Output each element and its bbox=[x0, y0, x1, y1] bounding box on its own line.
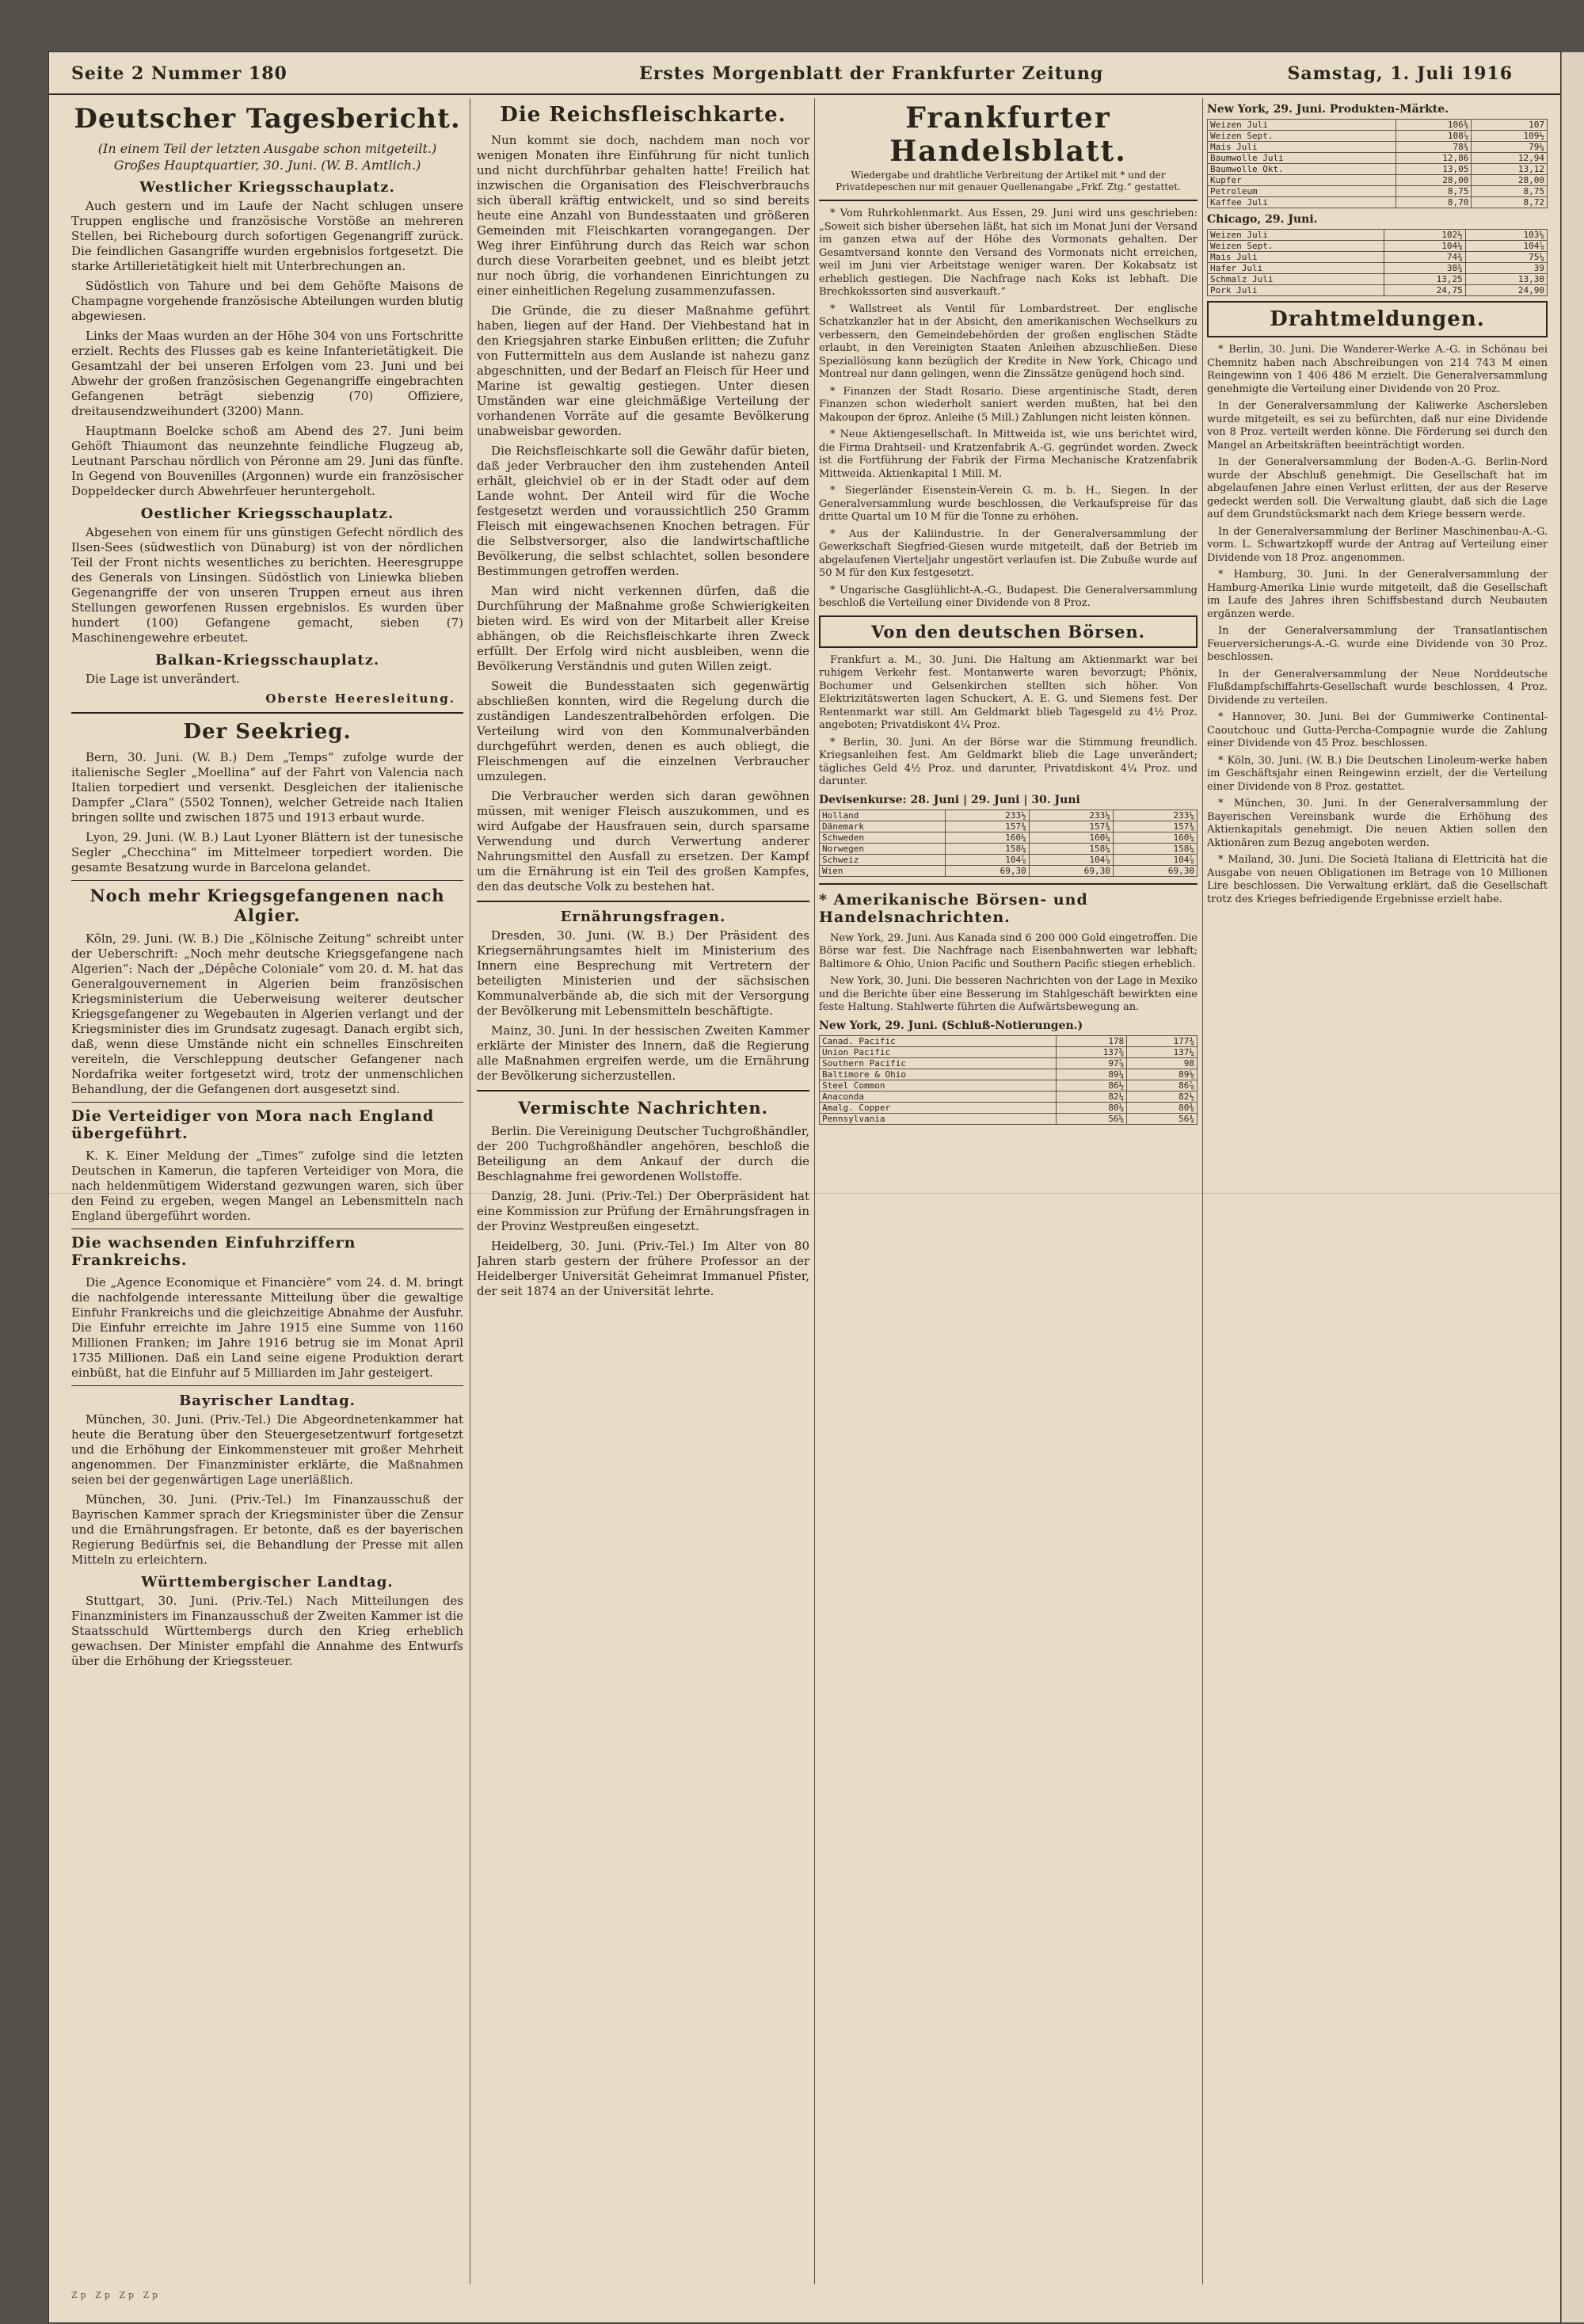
paragraph: * Neue Aktiengesellschaft. In Mittweida ist, wie uns berichtet wird, die Firma Drahtseil- und Kratzenfabrik A.-G. gegründet worden. Zweck ist die Fortführung der Fabrik der Firma Mechanische Kratzenfabrik Mittweida. Aktienkapital 1 Mill. M. bbox=[819, 429, 1198, 480]
paragraph: * Berlin, 30. Juni. An der Börse war die Stimmung freundlich. Kriegsanleihen fest. Am Geldmarkt blieb die Lage unverändert; tägliches Geld 4½ Proz. und darunter, Privatdiskont 4¼ Proz. und darunter. bbox=[819, 736, 1198, 787]
table-row bbox=[820, 1091, 1198, 1102]
table-cell: 12,86 bbox=[1396, 153, 1472, 164]
boxed-heading bbox=[819, 615, 1198, 648]
section-heading-west: Westlicher Kriegsschauplatz. bbox=[139, 179, 395, 196]
paragraph: Bern, 30. Juni. (W. B.) Dem „Temps“ zufolge wurde der italienische Segler „Moellina“ auf der Fahrt von Valencia nach Italien torpediert und versenkt. Desgleichen der italienische Dampfer „Clara“ (5502 Tonnen), welcher Getreide nach Italien bringen sollte und zwischen 1875 und 1913 erbaut wurde. bbox=[71, 750, 463, 825]
table-cell: Amalg. Copper bbox=[820, 1102, 1057, 1113]
table-cell: Schmalz Juli bbox=[1208, 274, 1384, 285]
paragraph: * Siegerländer Eisenstein-Verein G. m. b. H., Siegen. In der Generalversammlung wurde beschlossen, die Verkaufspreise für das dritte Quartal um 10 M für die Tonne zu erhöhen. bbox=[819, 485, 1198, 523]
paragraph: * Hamburg, 30. Juni. In der Generalversammlung der Hamburg-Amerika Linie wurde mitgeteilt, daß die Gesellschaft im Laufe des Jahres ihren Schiffsbestand durch Neubauten ergänzen werde. bbox=[1207, 569, 1548, 620]
table-cell: 108⅞ bbox=[1396, 131, 1472, 142]
table-cell: 82½ bbox=[1127, 1091, 1198, 1102]
paragraph: In der Generalversammlung der Neue Norddeutsche Flußdampfschiffahrts-Gesellschaft wurde beschlossen, 4 Proz. Dividende zu verteilen. bbox=[1207, 668, 1548, 707]
table-row bbox=[820, 854, 1198, 865]
paragraph: New York, 29. Juni. Aus Kanada sind 6 200 000 Gold eingetroffen. Die Börse war fest. Die Nachfrage nach Eisenbahnwerten war lebhaft; Baltimore & Ohio, Union Pacific und Southern Pacific stiegen erheblich. bbox=[819, 932, 1198, 970]
table-cell: 233½ bbox=[945, 810, 1029, 821]
paragraph: München, 30. Juni. (Priv.-Tel.) Im Finanzausschuß der Bayrischen Kammer sprach der Kriegsminister über die Zensur und die Ernährungsfragen. Er betonte, daß es der bayerischen Regierung Bedürfnis sei, die Behandlung der Presse mit allen Mitteln zu erleichtern. bbox=[71, 1492, 463, 1567]
table-cell: 106⅜ bbox=[1396, 120, 1472, 131]
table-cell: 157¾ bbox=[1029, 821, 1113, 832]
paragraph: * Mailand, 30. Juni. Die Società Italiana di Elettricità hat die Ausgabe von neuen Obligationen im Betrage von 10 Millionen Lire beschlossen. Die Verwaltung erklärt, daß die Gesellschaft trotz des Krieges befriedigende Ergebnisse erzielt habe. bbox=[1207, 854, 1548, 905]
paragraph: Hauptmann Boelcke schoß am Abend des 27. Juni beim Gehöft Thiaumont das neunzehnte feindliche Flugzeug ab, Leutnant Parschau nördlich von Péronne am 29. Juni das fünfte. In Gegend von Bouvenilles (Argonnen) wurde ein französischer Doppeldecker durch Abwehrfeuer heruntergeholt. bbox=[71, 424, 463, 498]
table-cell: 104⅞ bbox=[945, 854, 1029, 865]
article-title-boersen: Von den deutschen Börsen. bbox=[871, 621, 1145, 642]
paragraph: * Vom Ruhrkohlenmarkt. Aus Essen, 29. Juni wird uns geschrieben: „Soweit sich bisher übersehen läßt, hat sich im Monat Juni der Versand im ganzen etwa auf der Höhe des Vormonats gehalten. Der Gesamtversand konnte den Versand des Vormonats nicht erreichen, weil im Juni vier Arbeitstage weniger waren. Der Kokabsatz ist erheblich gestiegen. Die Nachfrage nach Koks ist lebhaft. Die Brechkokssorten sind ausverkauft.“ bbox=[819, 208, 1198, 298]
paragraph: Berlin. Die Vereinigung Deutscher Tuchgroßhändler, der 200 Tuchgroßhändler angehören, beschloß die Beteiligung an dem Ankauf der durch die Beschlagnahme frei gewordenen Wollstoffe. bbox=[477, 1124, 809, 1183]
column-4 bbox=[1207, 98, 1548, 2284]
table-row bbox=[1208, 285, 1548, 296]
table-cell: 78¾ bbox=[1396, 142, 1472, 153]
table-row bbox=[1208, 241, 1548, 252]
paragraph: Lyon, 29. Juni. (W. B.) Laut Lyoner Blättern ist der tunesische Segler „Checchina“ im Mittelmeer torpediert worden. Die gesamte Besatzung wurde in Barcelona gelandet. bbox=[71, 830, 463, 874]
adjacent-page-edge bbox=[1560, 52, 1584, 2322]
table-row bbox=[820, 1102, 1198, 1113]
table-cell: 103⅛ bbox=[1465, 230, 1547, 241]
article-title-tagesbericht: Deutscher Tagesbericht. bbox=[74, 103, 461, 135]
table-cell: Weizen Sept. bbox=[1208, 131, 1396, 142]
table-cell: 97⅞ bbox=[1057, 1057, 1127, 1069]
paragraph: K. K. Einer Meldung der „Times“ zufolge sind die letzten Deutschen in Kamerun, die tapferen Verteidiger von Mora, die nach heldenmütigem Widerstand gezwungen waren, sich über den Feind zu ergeben, wegen Mangel an Lebensmitteln nach England übergeführt worden. bbox=[71, 1149, 463, 1223]
table-row bbox=[820, 1069, 1198, 1080]
divider bbox=[477, 901, 809, 902]
table-cell: Mais Juli bbox=[1208, 252, 1384, 263]
table-cell: 158¼ bbox=[1029, 843, 1113, 854]
table-cell: 107 bbox=[1472, 120, 1548, 131]
table-row bbox=[1208, 230, 1548, 241]
table-row bbox=[1208, 175, 1548, 186]
table-cell: 69,30 bbox=[1029, 865, 1113, 876]
table-cell: 79¼ bbox=[1472, 142, 1548, 153]
table-cell: 160¼ bbox=[945, 832, 1029, 843]
newspaper-name: Erstes Morgenblatt der Frankfurter Zeitung bbox=[639, 63, 1104, 84]
column-1 bbox=[71, 98, 463, 2284]
column-2 bbox=[477, 98, 809, 2284]
article-title-mora: Die Verteidiger von Mora nach England übergeführt. bbox=[71, 1107, 435, 1142]
table-cell: 39 bbox=[1465, 263, 1547, 274]
paragraph: Links der Maas wurden an der Höhe 304 von uns Fortschritte erzielt. Rechts des Flusses gab es keine Infanterietätigkeit. Die Gesamtzahl der bei unseren Erfolgen vom 23. Juni und bei Abwehr der großen französischen Gegenangriffe eingebrachten Gefangenen beträgt siebenzig (70) Offiziere, dreitausendzweihundert (3200) Mann. bbox=[71, 329, 463, 418]
paragraph: Südöstlich von Tahure und bei dem Gehöfte Maisons de Champagne vorgehende französische Abteilungen wurden blutig abgewiesen. bbox=[71, 279, 463, 323]
paragraph: Die Lage ist unverändert. bbox=[86, 672, 240, 686]
table-cell: Schweden bbox=[820, 832, 946, 843]
issue-date: Samstag, 1. Juli 1916 bbox=[1287, 63, 1513, 84]
article-title-amerika: * Amerikanische Börsen- und Handelsnachrichten. bbox=[819, 890, 1088, 926]
article-title-bayern: Bayrischer Landtag. bbox=[179, 1392, 356, 1409]
table-cell: Weizen Sept. bbox=[1208, 241, 1384, 252]
paragraph: * München, 30. Juni. In der Generalversammlung der Bayerischen Vereinsbank wurde die Erhöhung des Aktienkapitals genehmigt. Die neuen Aktien sollen den Aktionären zum Bezug angeboten werden. bbox=[1207, 798, 1548, 849]
table-row bbox=[1208, 186, 1548, 197]
table-cell: 28,00 bbox=[1472, 175, 1548, 186]
table-cell: Kaffee Juli bbox=[1208, 197, 1396, 208]
table-cell: Norwegen bbox=[820, 843, 946, 854]
produkten-table bbox=[1207, 119, 1548, 208]
table-row bbox=[820, 1080, 1198, 1091]
article-subtitle: (In einem Teil der letzten Ausgabe schon mitgeteilt.) bbox=[97, 141, 437, 156]
table-cell: Holland bbox=[820, 810, 946, 821]
article-title-algier: Noch mehr Kriegsgefangenen nach Algier. bbox=[89, 886, 445, 925]
paragraph: Dresden, 30. Juni. (W. B.) Der Präsident des Kriegsernährungsamtes hielt im Ministerium des Innern eine Besprechung mit Vertretern der beteiligten Ministerien und der sächsischen Kommunalverbände ab, die sich mit der Versorgung der Bevölkerung mit Lebensmitteln beschäftigte. bbox=[477, 928, 809, 1018]
dateline: Großes Hauptquartier, 30. Juni. (W. B. Amtlich.) bbox=[113, 158, 421, 173]
table-cell: 86½ bbox=[1057, 1080, 1127, 1091]
paragraph: New York, 30. Juni. Die besseren Nachrichten von der Lage in Mexiko und die Berichte über eine Besserung im Stahlgeschäft bewirkten eine feste Haltung. Stahlwerte führten die Aufwärtsbewegung an. bbox=[819, 975, 1198, 1013]
paragraph: Auch gestern und im Laufe der Nacht schlugen unsere Truppen englische und französische Vorstöße an mehreren Stellen, bei Richebourg durch sofortigen Gegenangriff zurück. Die feindlichen Gasangriffe wurden ergebnislos fortgesetzt. Die starke Artillerietätigkeit hielt mit Unterbrechungen an. bbox=[71, 199, 463, 273]
paragraph: Mainz, 30. Juni. In der hessischen Zweiten Kammer erklärte der Minister des Innern, daß die Regierung alle Maßnahmen ergreifen werde, um die Ernährung der Bevölkerung sicherzustellen. bbox=[477, 1023, 809, 1083]
table-cell: 82¼ bbox=[1057, 1091, 1127, 1102]
table-cell: Dänemark bbox=[820, 821, 946, 832]
table-cell: Mais Juli bbox=[1208, 142, 1396, 153]
table-cell: 104⅞ bbox=[1113, 854, 1197, 865]
paragraph: Danzig, 28. Juni. (Priv.-Tel.) Der Oberpräsident hat eine Kommission zur Prüfung der Ernährungsfragen in der Provinz Westpreußen eingesetzt. bbox=[477, 1189, 809, 1233]
section-heading-balkan: Balkan-Kriegsschauplatz. bbox=[154, 652, 380, 669]
table-cell: 137¼ bbox=[1127, 1046, 1198, 1057]
table-cell: 102½ bbox=[1384, 230, 1465, 241]
table-cell: Steel Common bbox=[820, 1080, 1057, 1091]
table-row bbox=[1208, 252, 1548, 263]
table-row bbox=[820, 810, 1198, 821]
table-cell: 157¾ bbox=[945, 821, 1029, 832]
paragraph: In der Generalversammlung der Transatlantischen Feuerversicherungs-A.-G. wurde eine Dividende von 30 Proz. beschlossen. bbox=[1207, 625, 1548, 663]
divider bbox=[819, 883, 1198, 885]
table-cell: Schweiz bbox=[820, 854, 946, 865]
table-row bbox=[1208, 142, 1548, 153]
page-header bbox=[49, 52, 1560, 95]
article-title-vermischte: Vermischte Nachrichten. bbox=[518, 1098, 768, 1118]
print-mark: Zp Zp Zp Zp bbox=[71, 2290, 162, 2300]
table-cell: 56¾ bbox=[1127, 1113, 1198, 1124]
table-cell: Petroleum bbox=[1208, 186, 1396, 197]
table-cell: 160¼ bbox=[1113, 832, 1197, 843]
table-title: Chicago, 29. Juni. bbox=[1207, 213, 1318, 226]
table-row bbox=[820, 1035, 1198, 1046]
devisen-table bbox=[819, 810, 1198, 877]
table-cell: Baltimore & Ohio bbox=[820, 1069, 1057, 1080]
paragraph: Frankfurt a. M., 30. Juni. Die Haltung am Aktienmarkt war bei ruhigem Verkehr fest. Montanwerte waren bevorzugt; Phönix, Bochumer und Gelsenkirchen stellten sich höher. Von Elektrizitätswerten lagen Schuckert, A. E. G. und Siemens fest. Der Rentenmarkt war still. Am Geldmarkt blieb Tagesgeld zu 4½ Proz. angeboten; Privatdiskont 4¼ Proz. bbox=[819, 653, 1198, 731]
table-cell: 80⅛ bbox=[1057, 1102, 1127, 1113]
paragraph: * Aus der Kaliindustrie. In der Generalversammlung der Gewerkschaft Siegfried-Giesen wurde mitgeteilt, daß der Betrieb im abgelaufenen Vierteljahr ungestört verlaufen ist. Die Zubuße wurde auf 50 M für den Kux festgesetzt. bbox=[819, 528, 1198, 579]
table-row bbox=[820, 1046, 1198, 1057]
table-row bbox=[1208, 131, 1548, 142]
table-cell: 75¼ bbox=[1465, 252, 1547, 263]
table-cell: 177¾ bbox=[1127, 1035, 1198, 1046]
table-row bbox=[1208, 263, 1548, 274]
paragraph: In der Generalversammlung der Boden-A.-G. Berlin-Nord wurde der Abschluß genehmigt. Die Gesellschaft hat im abgelaufenen Jahre einen Verlust erlitten, der aus der Reserve gedeckt werden soll. Die Verwaltung glaubt, daß sich die Lage auf dem Grundstücksmarkt nach dem Kriege bessern werde. bbox=[1207, 456, 1548, 520]
table-cell: 13,05 bbox=[1396, 164, 1472, 175]
table-cell: 104⅞ bbox=[1029, 854, 1113, 865]
paragraph: * Hannover, 30. Juni. Bei der Gummiwerke Continental-Caoutchouc und Gutta-Percha-Compagnie wurde die Zahlung einer Dividende von 45 Proz. beschlossen. bbox=[1207, 711, 1548, 749]
table-cell: Wien bbox=[820, 865, 946, 876]
table-cell: 86⅞ bbox=[1127, 1080, 1198, 1091]
paragraph: * Wallstreet als Ventil für Lombardstreet. Der englische Schatzkanzler hat in der Absicht, den amerikanischen Wechselkurs zu verbessern, den Gemeindebehörden der großen englischen Städte erlaubt, in den Vereinigten Staaten Anleihen abzuschließen. Diese Speziallösung kann bezüglich der Kredite in New York, Chicago und Montreal nur dann gelingen, wenn die Zinssätze genügend hoch sind. bbox=[819, 303, 1198, 380]
table-cell: 8,70 bbox=[1396, 197, 1472, 208]
table-cell: 74¾ bbox=[1384, 252, 1465, 263]
table-cell: 89¼ bbox=[1057, 1069, 1127, 1080]
table-row bbox=[1208, 164, 1548, 175]
paragraph: In der Generalversammlung der Berliner Maschinenbau-A.-G. vorm. L. Schwartzkopff wurde der Antrag auf Verteilung einer Dividende von 18 Proz. angenommen. bbox=[1207, 525, 1548, 564]
table-row bbox=[820, 865, 1198, 876]
table-cell: Weizen Juli bbox=[1208, 120, 1396, 131]
table-row bbox=[820, 1113, 1198, 1124]
table-cell: 233¼ bbox=[1113, 810, 1197, 821]
paragraph: Die „Agence Economique et Financière“ vom 24. d. M. bringt die nachfolgende interessante Mitteilung über die gewaltige Einfuhr Frankreichs und die gleichzeitige Abnahme der Ausfuhr. Die Einfuhr erreichte im Jahre 1915 eine Summe von 1160 Millionen Franken; im Jahre 1916 betrug sie im Monat April 1735 Millionen. Daß ein Land seine eigene Produktion derart einbüßt, hat die Einfuhr auf 5 Milliarden im Jahr gesteigert. bbox=[71, 1275, 463, 1380]
paragraph: Köln, 29. Juni. (W. B.) Die „Kölnische Zeitung“ schreibt unter der Ueberschrift: „Noch mehr deutsche Kriegsgefangene nach Algerien“: Nach der „Dépêche Coloniale“ vom 20. d. M. hat das Generalgouvernement in Algerien beim französischen Kriegsministerium die Ueberweisung weiterer deutscher Kriegsgefangener zu Wegebauten in Algerien verlangt und der Kriegsminister dies im Grundsatz zugesagt. Danach ergibt sich, daß, wenn diese Umstände nicht ein schnelles Einschreiten vereiteln, die Verschleppung deutscher Gefangener nach Nordafrika weiter fortgesetzt wird, trotz der unmenschlichen Behandlung, der die Gefangenen dort ausgesetzt sind. bbox=[71, 932, 463, 1096]
table-cell: 80⅜ bbox=[1127, 1102, 1198, 1113]
table-cell: 56⅝ bbox=[1057, 1113, 1127, 1124]
table-cell: Pennsylvania bbox=[820, 1113, 1057, 1124]
table-row bbox=[1208, 153, 1548, 164]
article-title-seekrieg: Der Seekrieg. bbox=[183, 720, 352, 744]
paragraph: * Ungarische Gasglühlicht-A.-G., Budapest. Die Generalversammlung beschloß die Verteilung einer Dividende von 8 Proz. bbox=[819, 584, 1198, 609]
paragraph: Man wird nicht verkennen dürfen, daß die Durchführung der Maßnahme große Schwierigkeiten bieten wird. Es wird von der Mitarbeit aller Kreise abhängen, ob die Reichsfleischkarte ihren Zweck erfüllt. Der Erfolg wird nicht ausbleiben, wenn die Bevölkerung Verständnis und guten Willen zeigt. bbox=[477, 584, 809, 673]
table-cell: 8,75 bbox=[1472, 186, 1548, 197]
paragraph: Die Reichsfleischkarte soll die Gewähr dafür bieten, daß jeder Verbraucher den ihm zustehenden Anteil erhält, gleichviel ob er in der Stadt oder auf dem Lande wohnt. Der Anteil wird für die Woche festgesetzt werden und voraussichtlich 250 Gramm Fleisch mit eingewachsenen Knochen betragen. Für die Selbstversorger, also die landwirtschaftliche Bevölkerung, die selbst schlachtet, sollen besondere Bestimmungen getroffen werden. bbox=[477, 444, 809, 578]
table-cell: 24,75 bbox=[1384, 285, 1465, 296]
table-title: Devisenkurse: 28. Juni | 29. Juni | 30. Juni bbox=[819, 793, 1080, 806]
table-cell: Canad. Pacific bbox=[820, 1035, 1057, 1046]
table-cell: 8,72 bbox=[1472, 197, 1548, 208]
table-cell: 13,12 bbox=[1472, 164, 1548, 175]
divider bbox=[819, 200, 1198, 201]
table-row bbox=[820, 821, 1198, 832]
table-cell: 109½ bbox=[1472, 131, 1548, 142]
section-heading-ost: Oestlicher Kriegsschauplatz. bbox=[140, 505, 394, 522]
article-title-reichsfleischkarte: Die Reichsfleischkarte. bbox=[500, 103, 786, 127]
table-cell: Hafer Juli bbox=[1208, 263, 1384, 274]
table-cell: 28,00 bbox=[1396, 175, 1472, 186]
paragraph: Die Verbraucher werden sich daran gewöhnen müssen, mit weniger Fleisch auszukommen, und es wird Aufgabe der Hausfrauen sein, durch sparsame Verwendung und durch Verwertung anderer Nahrungsmittel den Ausfall zu ersetzen. Der Kampf um die Ernährung ist ein Teil des großen Kampfes, den das deutsche Volk zu bestehen hat. bbox=[477, 789, 809, 893]
table-row bbox=[820, 832, 1198, 843]
paragraph: Stuttgart, 30. Juni. (Priv.-Tel.) Nach Mitteilungen des Finanzministers im Finanzausschuß der Zweiten Kammer ist die Staatsschuld Württembergs durch den Krieg erheblich gewachsen. Der Minister empfahl die Annahme des Entwurfs über die Erhöhung der Kriegssteuer. bbox=[71, 1594, 463, 1668]
paragraph: * Berlin, 30. Juni. Die Wanderer-Werke A.-G. in Schönau bei Chemnitz haben nach Abschreibungen von 214 743 M einen Reingewinn von 1 406 486 M erzielt. Die Generalversammlung genehmigte die Verteilung einer Dividende von 20 Proz. bbox=[1207, 344, 1548, 395]
table-cell: Anaconda bbox=[820, 1091, 1057, 1102]
paragraph: * Köln, 30. Juni. (W. B.) Die Deutschen Linoleum-werke haben im Geschäftsjahr einen Reingewinn erzielt, der die Verteilung einer Dividende von 8 Proz. gestattet. bbox=[1207, 754, 1548, 793]
table-row bbox=[1208, 274, 1548, 285]
table-title: New York, 29. Juni. Produkten-Märkte. bbox=[1207, 103, 1449, 116]
table-title: New York, 29. Juni. (Schluß-Notierungen.) bbox=[819, 1019, 1083, 1032]
table-cell: 158¼ bbox=[945, 843, 1029, 854]
divider bbox=[477, 1090, 809, 1092]
masthead-note: Wiedergabe und drahtliche Verbreitung der Artikel mit * und der Privatdepeschen nur mit genauer Quellenangabe „Frkf. Ztg.“ gestattet. bbox=[836, 170, 1181, 192]
table-cell: Baumwolle Okt. bbox=[1208, 164, 1396, 175]
boxed-heading bbox=[1207, 301, 1548, 337]
paragraph: Soweit die Bundesstaaten sich gegenwärtig abschließen konnten, wird die Regelung durch die zuständigen Landeszentralbehörden erfolgen. Die Verteilung wird von den Kommunalverbänden durchgeführt werden, denen es auch obliegt, die Fleischmengen auf die einzelnen Verbraucher umzulegen. bbox=[477, 679, 809, 783]
column-rule bbox=[1202, 98, 1203, 2284]
table-cell: 38¾ bbox=[1384, 263, 1465, 274]
table-cell: Southern Pacific bbox=[820, 1057, 1057, 1069]
table-row bbox=[1208, 120, 1548, 131]
paragraph: In der Generalversammlung der Kaliwerke Aschersleben wurde mitgeteilt, es sei zu befürchten, daß nur eine Dividende von 8 Proz. verteilt werden könne. Die Förderung sei durch den Mangel an Arbeitskräften beeinträchtigt worden. bbox=[1207, 400, 1548, 451]
table-cell: 12,94 bbox=[1472, 153, 1548, 164]
section-masthead-handelsblatt: Frankfurter Handelsblatt. bbox=[889, 101, 1127, 168]
column-rule bbox=[814, 98, 815, 2284]
table-cell: Weizen Juli bbox=[1208, 230, 1384, 241]
table-cell: 13,30 bbox=[1465, 274, 1547, 285]
newyork-quotes-table bbox=[819, 1035, 1198, 1125]
table-row bbox=[820, 1057, 1198, 1069]
paragraph: Nun kommt sie doch, nachdem man noch vor wenigen Monaten ihre Einführung für nicht tunlich und nicht durchführbar gehalten hatte! Freilich hat inzwischen die Organisation des Fleischverbrauchs sich überall kräftig entwickelt, und so sind bereits heute eine Anzahl von Bundesstaaten und größeren Gemeinden mit Fleischkarten vorangegangen. Der Weg ihrer Einführung durch das Reich war schon durch diese Vorarbeiten geebnet, und es bleibt jetzt nur noch übrig, die vorhandenen Einrichtungen zu einer einheitlichen Regelung zusammenzufassen. bbox=[477, 133, 809, 298]
table-cell: 24,90 bbox=[1465, 285, 1547, 296]
table-cell: 178 bbox=[1057, 1035, 1127, 1046]
table-cell: 89⅝ bbox=[1127, 1069, 1198, 1080]
divider bbox=[71, 1385, 463, 1386]
table-row bbox=[1208, 197, 1548, 208]
table-row bbox=[820, 843, 1198, 854]
paragraph: München, 30. Juni. (Priv.-Tel.) Die Abgeordnetenkammer hat heute die Beratung über den Steuergesetzentwurf fortgesetzt und die Erhöhung der Einkommensteuer mit großer Mehrheit angenommen. Der Finanzminister erklärte, die Maßnahmen seien bei der gegenwärtigen Lage unerläßlich. bbox=[71, 1412, 463, 1487]
column-3 bbox=[819, 98, 1198, 2284]
table-cell: Kupfer bbox=[1208, 175, 1396, 186]
article-title-wuerttemberg: Württembergischer Landtag. bbox=[141, 1574, 394, 1591]
table-cell: Pork Juli bbox=[1208, 285, 1384, 296]
paragraph: Die Gründe, die zu dieser Maßnahme geführt haben, liegen auf der Hand. Der Viehbestand hat in den Kriegsjahren starke Einbußen erlitten; die Zufuhr von Futtermitteln aus dem Auslande ist nahezu ganz abgeschnitten, und der Bedarf an Fleisch für Heer und Marine ist gewaltig gestiegen. Unter diesen Umständen war eine gleichmäßige Verteilung der vorhandenen Vorräte auf die gesamte Bevölkerung unabweisbar geworden. bbox=[477, 303, 809, 438]
divider bbox=[71, 712, 463, 714]
table-cell: Union Pacific bbox=[820, 1046, 1057, 1057]
divider bbox=[71, 880, 463, 881]
table-cell: 13,25 bbox=[1384, 274, 1465, 285]
table-cell: 157¾ bbox=[1113, 821, 1197, 832]
table-cell: 104¼ bbox=[1384, 241, 1465, 252]
table-cell: 98 bbox=[1127, 1057, 1198, 1069]
table-cell: 160¼ bbox=[1029, 832, 1113, 843]
table-cell: 233¼ bbox=[1029, 810, 1113, 821]
newspaper-page bbox=[49, 52, 1560, 2322]
paragraph: Heidelberg, 30. Juni. (Priv.-Tel.) Im Alter von 80 Jahren starb gestern der frühere Professor an der Heidelberger Universität Geheimrat Immanuel Pfister, der seit 1874 an der Universität lehrte. bbox=[477, 1239, 809, 1298]
paragraph: * Finanzen der Stadt Rosario. Diese argentinische Stadt, deren Finanzen schon wiederholt saniert werden mußten, hat bei den Makoupon der 6proz. Anleihe (5 Mill.) Zahlungen nicht leisten können. bbox=[819, 385, 1198, 424]
paragraph: Abgesehen von einem für uns günstigen Gefecht nördlich des Ilsen-Sees (südwestlich von Dünaburg) ist von der nördlichen Teil der Front nichts wesentliches zu berichten. Heeresgruppe des Generals von Linsingen. Südöstlich von Liniewka blieben Gegenangriffe der von unseren Truppen erneut aus ihren Stellungen geworfenen Russen ergebnislos. Es wurden über hundert (100) Gefangene gemacht, sieben (7) Maschinengewehre erbeutet. bbox=[71, 525, 463, 645]
article-title-ernaehrung: Ernährungsfragen. bbox=[560, 909, 726, 925]
article-title-einfuhr: Die wachsenden Einfuhrziffern Frankreichs. bbox=[71, 1234, 356, 1269]
divider bbox=[71, 1102, 463, 1103]
table-cell: Baumwolle Juli bbox=[1208, 153, 1396, 164]
table-cell: 137⅜ bbox=[1057, 1046, 1127, 1057]
article-title-drahtmeldungen: Drahtmeldungen. bbox=[1270, 307, 1485, 331]
signature: Oberste Heeresleitung. bbox=[265, 691, 455, 706]
table-cell: 69,30 bbox=[945, 865, 1029, 876]
page-number: Seite 2 Nummer 180 bbox=[71, 63, 287, 84]
table-cell: 104⅞ bbox=[1465, 241, 1547, 252]
table-cell: 69,30 bbox=[1113, 865, 1197, 876]
chicago-table bbox=[1207, 229, 1548, 296]
table-cell: 158¼ bbox=[1113, 843, 1197, 854]
table-cell: 8,75 bbox=[1396, 186, 1472, 197]
